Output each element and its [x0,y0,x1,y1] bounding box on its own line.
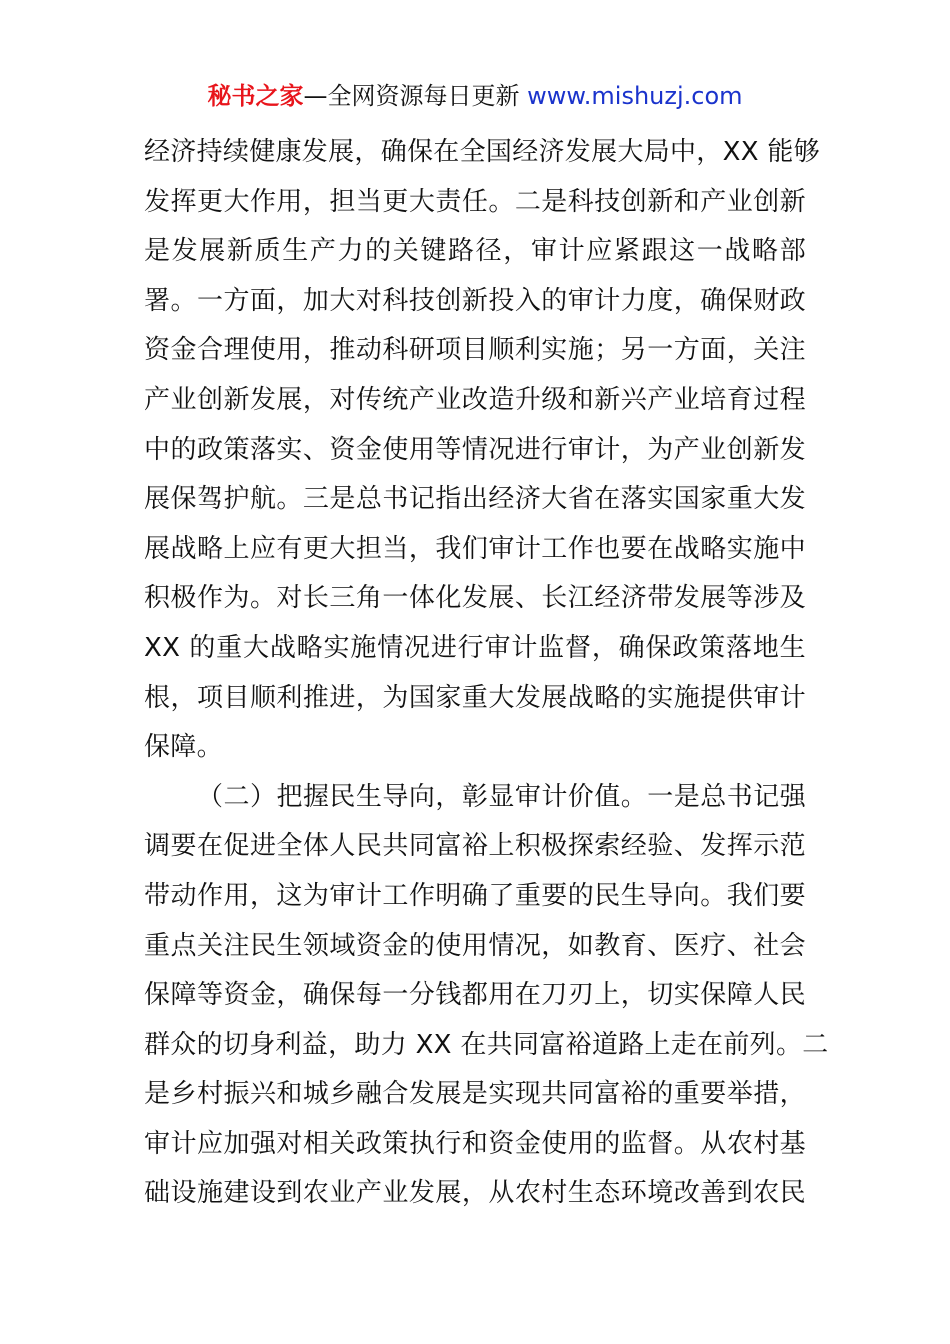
text-line: XX 的重大战略实施情况进行审计监督，确保政策落地生 [144,632,806,663]
text-line: 是发展新质生产力的关键路径，审计应紧跟这一战略部 [144,236,806,267]
section-heading-line: （二）把握民生导向，彰显审计价值。一是总书记强 [197,781,806,812]
text-line: 群众的切身利益，助力 XX 在共同富裕道路上走在前列。二 [144,1029,829,1060]
text-line: 中的政策落实、资金使用等情况进行审计，为产业创新发 [144,434,806,465]
text-line: 署。一方面，加大对科技创新投入的审计力度，确保财政 [144,285,806,316]
text-line: 展保驾护航。三是总书记指出经济大省在落实国家重大发 [144,484,806,515]
text-line: 根，项目顺利推进，为国家重大发展战略的实施提供审计 [144,682,806,713]
text-line: 展战略上应有更大担当，我们审计工作也要在战略实施中 [144,533,806,564]
brand-name: 秘书之家 [207,82,304,110]
page-header [0,80,950,112]
text-line: 经济持续健康发展，确保在全国经济发展大局中，XX 能够 [144,137,820,167]
text-line: 保障等资金，确保每一分钱都用在刀刃上，切实保障人民 [144,980,806,1011]
text-line: 是乡村振兴和城乡融合发展是实现共同富裕的重要举措， [144,1079,806,1110]
text-line: 积极作为。对长三角一体化发展、长江经济带发展等涉及 [144,583,806,614]
header-tagline: —全网资源每日更新 [303,82,528,110]
text-line: 调要在促进全体人民共同富裕上积极探索经验、发挥示范 [144,831,806,862]
text-line: 础设施建设到农业产业发展，从农村生态环境改善到农民 [144,1178,806,1209]
body-text [144,128,829,1219]
text-line: 资金合理使用，推动科研项目顺利实施；另一方面，关注 [144,335,806,366]
text-line: 保障。 [144,732,223,763]
website-link[interactable]: www.mishuzj.com [527,82,743,110]
text-line: 发挥更大作用，担当更大责任。二是科技创新和产业创新 [144,186,806,217]
text-line: 产业创新发展，对传统产业改造升级和新兴产业培育过程 [144,384,806,415]
text-line: 带动作用，这为审计工作明确了重要的民生导向。我们要 [144,880,806,911]
text-line: 重点关注民生领域资金的使用情况，如教育、医疗、社会 [144,930,806,961]
text-line: 审计应加强对相关政策执行和资金使用的监督。从农村基 [144,1128,806,1159]
